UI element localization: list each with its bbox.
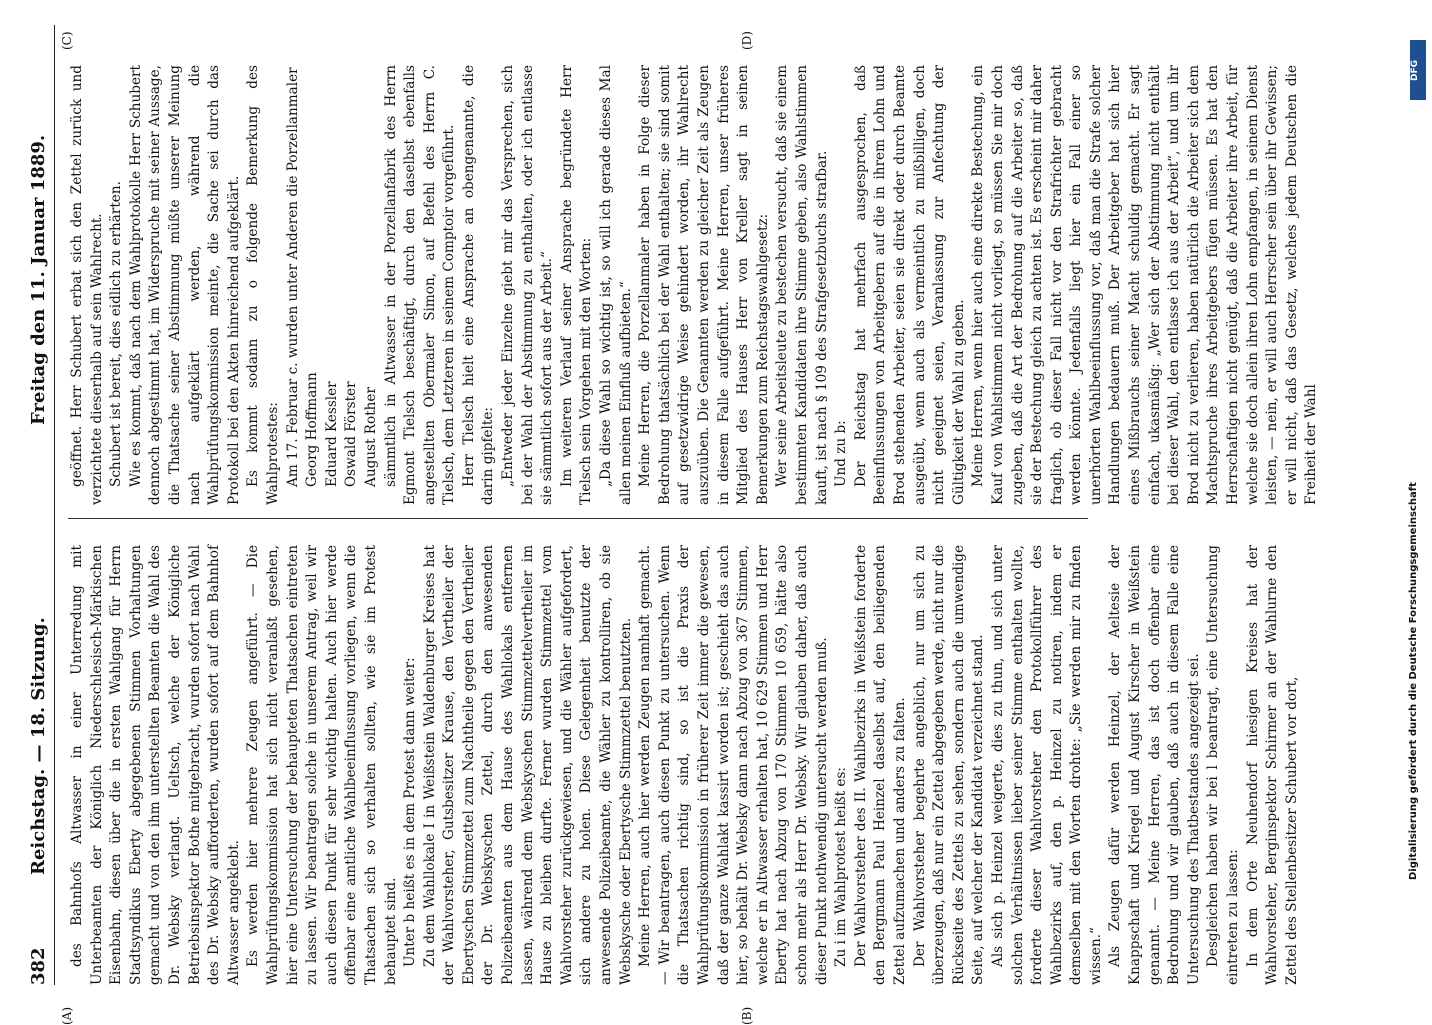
right-column-paragraph: Am 17. Februar c. wurden unter Anderen die Porzellanmaler xyxy=(284,67,301,487)
left-column-paragraph: Zu dem Wahllokale I in Weißstein Waldenburger Kreises hat der Wahlvorsteher, Gutsbesitzer Krause, den Vertheiler der Ebertyschen Stimmzettel zum Nachtheile gegen den Vertheiler der Dr. Webskyschen Zettel, durch den anwesenden Polizeibeamten aus dem Hause des Wahllokals entfernen lassen, während dem Webskyschen Stimmzettelvertheiler im Hause zu bleiben durfte. Ferner wurden Stimmzettel vom Wahlvorsteher zurückgewiesen, und die Wähler aufgefordert, sich andere zu holen. Diese Gelegenheit benutzte der anwesende Polizeibeamte, die Wähler zu kontrolliren, ob sie Webskysche oder Ebertysche Stimmzettel benutzten. xyxy=(421,545,634,985)
dfg-logo: DFG xyxy=(1410,40,1426,100)
right-column xyxy=(68,65,1408,505)
right-column-paragraph: Und zu b: xyxy=(833,420,850,487)
right-column-paragraph: „Entweder jeder Einzelne giebt mir das Versprechen, sich bei der Wahl der Abstimmung zu enthalten, oder ich entlasse sie sämmtlich sofort aus der Arbeit.“ xyxy=(500,65,556,505)
margin-marker-a: (A) xyxy=(60,1006,74,1025)
left-column-paragraph: Es werden hier mehrere Zeugen angeführt. — Die Wahlprüfungskommission hat sich nicht veranlaßt gesehen, hier eine Untersuchung der behaupteten Thatsachen eintreten zu lassen. Wir beantragen solche in unserem Antrag, weil wir auch diesen Punkt für sehr wichtig halten. Auch hier werde offenbar eine amtliche Wahlbeeinflussung vorliegen, wenn die Thatsachen sich so verhalten sollten, wie sie im Protest behauptet sind. xyxy=(245,545,399,985)
margin-marker-b: (B) xyxy=(740,1006,754,1025)
left-column-paragraph: Zu i im Wahlprotest heißt es: xyxy=(833,766,850,967)
right-column-paragraph: Wer seine Arbeitsleute zu bestechen versucht, daß sie einem bestimmten Kandidaten ihre Stimme geben, also Wahlstimmen kauft, ist nach § 109 des Strafgesetzbuchs strafbar. xyxy=(774,65,830,505)
right-column-paragraph: Oswald Förster xyxy=(343,381,360,487)
page-header xyxy=(28,25,68,985)
left-column xyxy=(68,545,1408,985)
right-column-paragraph: August Rother xyxy=(362,387,379,487)
right-column-paragraph: Herr Tielsch hielt eine Ansprache an obengenannte, die darin gipfelte: xyxy=(460,65,497,505)
left-column-paragraph: Der Wahlvorsteher begehrte angeblich, nur um sich zu überzeugen, daß nur ein Zettel abgegeben werde, nicht nur die Rückseite des Zettels zu sehen, sondern auch die umwendige Seite, auf welcher der Kandidat verzeichnet stand. xyxy=(911,545,987,985)
dfg-notice: Digitalisierung gefördert durch die Deutsche Forschungsgemeinschaft xyxy=(1408,482,1419,880)
left-column-paragraph: Als Zeugen dafür werden Heinzel, der Aeltesie der Knappschaft und Kriegel und August Kirscher in Weißstein genannt. — Meine Herren, das ist doch offenbar eine Bedrohung und wir glauben, daß auch in diesem Falle eine Untersuchung des Thatbestandes angezeigt sei. xyxy=(1107,545,1202,985)
left-column-paragraph: Meine Herren, auch hier werden Zeugen namhaft gemacht. — Wir beantragen, auch diesen Punkt zu untersuchen. Wenn die Thatsachen richtig sind, so ist die Praxis der Wahlprüfungskommission in früherer Zeit immer die gewesen, daß der ganze Wahlakt kassirt worden ist; geschieht das auch hier, so behält Dr. Websky dann nach Abzug von 367 Stimmen, welche er in Altwasser erhalten hat, 10 629 Stimmen und Herr Eberty hat nach Abzug von 170 Stimmen 10 659, hätte also schon mehr als Herr Dr. Websky. Wir glauben daher, daß auch dieser Punkt nothwendig untersucht werden muß. xyxy=(637,545,830,985)
session-date: Freitag den 11. Januar 1889. xyxy=(28,134,49,425)
left-column-paragraph: Als sich p. Heinzel weigerte, dies zu thun, und sich unter solchen Verhältnissen lieber seiner Stimme enthalten wollte, forderte dieser Wahlvorsteher den Protokollführer des Wahlbezirks auf, den p. Heinzel zu notiren, indem er demselben mit den Worten drohte: „Sie werden mir zu finden wissen.“ xyxy=(989,545,1104,985)
margin-marker-c: (C) xyxy=(60,31,74,50)
left-column-paragraph: Unter b heißt es in dem Protest dann weiter: xyxy=(402,657,419,967)
header-rule xyxy=(54,25,55,985)
right-column-paragraph: Wie es kommt, daß nach dem Wahlprotokolle Herr Schubert dennoch abgestimmt hat, im Widerspruche mit seiner Aussage, die Thatsache seiner Abstimmung müßte unserer Meinung nach aufgeklärt werden, während die Wahlprüfungskommission meinte, die Sache sei durch das Protokoll bei den Akten hinreichend aufgeklärt. xyxy=(127,65,242,505)
margin-marker-d: (D) xyxy=(740,31,754,50)
right-column-paragraph: Der Reichstag hat mehrfach ausgesprochen, daß Beeinflussungen von Arbeitgebern auf die in ihrem Lohn und Brod stehenden Arbeiter, seien sie direkt oder durch Beamte ausgeübt, wenn auch als vermeintlich zu mißbilligen, doch nicht geeignet seien, Veranlassung zur Anfechtung der Gültigkeit der Wahl zu geben. xyxy=(852,65,967,505)
right-column-paragraph: Meine Herren, die Porzellanmaler haben in Folge dieser Bedrohung thatsächlich bei der Wahl enthalten; sie sind somit auf gesetzwidrige Weise gehindert worden, ihr Wahlrecht auszuüben. Die Genannten werden zu gleicher Zeit als Zeugen in diesem Falle aufgeführt. Meine Herren, unser früheres Mitglied des Hauses Herr von Kreller sagt in seinen Bemerkungen zum Reichstagswahlgesetz: xyxy=(637,65,771,505)
right-column-paragraph: geöffnet. Herr Schubert erbat sich den Zettel zurück und verzichtete dieserhalb auf sein Wahlrecht. xyxy=(69,65,105,505)
right-column-paragraph: Eduard Kessler xyxy=(323,381,340,487)
page-number: 382 xyxy=(28,947,49,985)
right-column-paragraph: Georg Hoffmann xyxy=(304,372,321,487)
right-column-paragraph: Es kommt sodann zu o folgende Bemerkung des Wahlprotestes: xyxy=(245,65,281,505)
left-column-paragraph: des Bahnhofs Altwasser in einer Unterredung mit Unterbeamten der Königlich Niederschlesisch-Märkischen Eisenbahn, diesen über die in ersten Wahlgang für Herrn Stadtsyndikus Eberty abgegebenen Stimmen Vorhaltungen gemacht und von den ihm unterstellten Beamten die Wahl des Dr. Websky verlangt. Ueltsch, welche der Königliche Betriebsinspektor Bothe mitgebracht, wurden sofort nach Wahl des Dr. Websky aufforderten, wurden sofort auf dem Bahnhof Altwasser angeklebt. xyxy=(69,545,242,985)
right-column-paragraph: Im weiteren Verlauf seiner Ansprache begründete Herr Tielsch sein Vorgehen mit den Worten: xyxy=(558,65,595,505)
left-column-paragraph: In dem Orte Neuhendorf hiesigen Kreises hat der Wahlvorsteher, Berginspektor Schirmer an der Wahlurne den Zettel des Stellenbesitzer Schubert vor dort, xyxy=(1244,545,1300,985)
right-column-paragraph: Schubert ist bereit, dies eidlich zu erhärten. xyxy=(108,181,125,487)
left-column-paragraph: Desgleichen haben wir bei l beantragt, eine Untersuchung eintreten zu lassen: xyxy=(1205,545,1242,985)
column-divider xyxy=(68,518,1088,519)
right-column-paragraph: Meine Herren, wenn hier auch eine direkte Bestechung, ein Kauf von Wahlstimmen nicht vorliegt, so müssen Sie mir doch zugeben, daß die Art der Bedrohung auf die Arbeiter so, daß sie der Bestechung gleich zu achten ist. Es erscheint mir daher fraglich, ob dieser Fall nicht vor den Strafrichter gebracht werden könnte. Jedenfalls liegt hier ein Fall einer so unerhörten Wahlbeeinflussung vor, daß man die Strafe solcher Handlungen bedauern muß. Der Arbeitgeber hat sich hier eines Mißbrauchs seiner Macht schuldig gemacht. Er sagt einfach, ukasmäßig: „Wer sich der Abstimmung nicht enthält bei dieser Wahl, den entlasse ich aus der Arbeit“, und um ihr Brod nicht zu verlieren, haben natürlich die Arbeiter sich dem Machtspruche ihres Arbeitgebers fügen müssen. Es hat den Herrschaftigen nicht genügt, daß die Arbeiter ihre Arbeit, für welche sie doch allein ihren Lohn empfangen, in seinem Dienst leisten, — nein, er will auch Herrscher sein über ihr Gewissen; er will nicht, daß das Gesetz, welches jedem Deutschen die Freiheit der Wahl xyxy=(970,65,1320,505)
rotated-page-content xyxy=(20,25,1420,1025)
right-column-paragraph: „Da diese Wahl so wichtig ist, so will ich gerade dieses Mal allen meinen Einfluß aufbieten.“ xyxy=(598,65,634,505)
right-column-paragraph: sämmtlich in Altwasser in der Porzellanfabrik des Herrn Egmont Tielsch beschäftigt, durch den daselbst ebenfalls angestellten Obermaler Simon, auf Befehl des Herrn C. Tielsch, dem Letzteren in seinem Comptoir vorgeführt. xyxy=(382,65,458,505)
session-title: Reichstag. — 18. Sitzung. xyxy=(28,617,49,875)
left-column-paragraph: Der Wahlvorsteher des II. Wahlbezirks in Weißstein forderte den Bergmann Paul Heinzel daselbst auf, den beiliegenden Zettel aufzumachen und anders zu falten. xyxy=(852,545,908,985)
